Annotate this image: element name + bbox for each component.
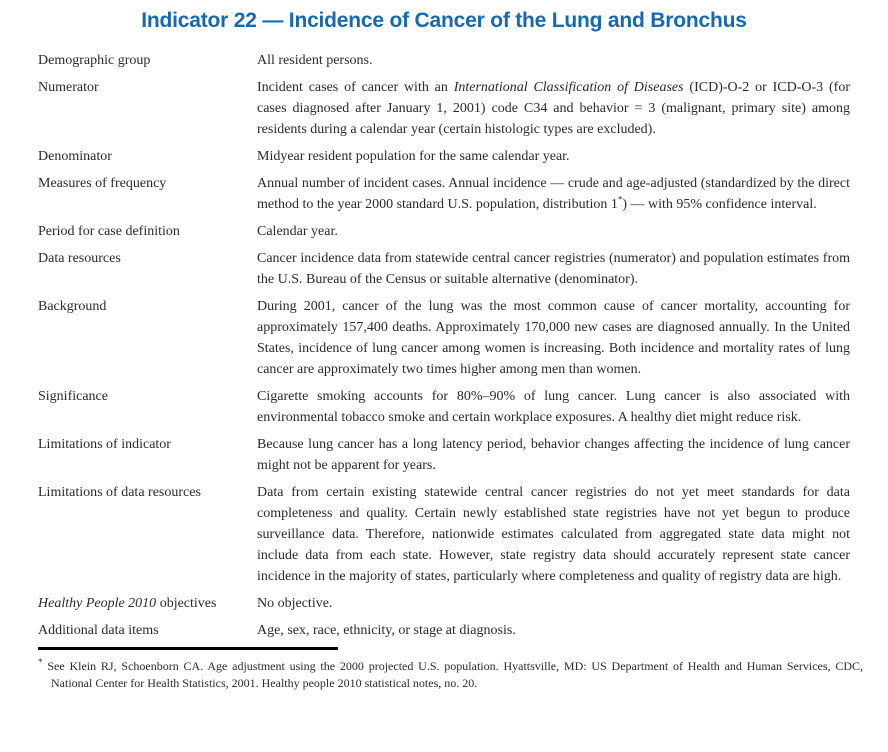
row-value: Cancer incidence data from statewide central cancer registries (numerator) and population estimates from the U.S. Bureau of the Census or suitable alternative (denominator). — [257, 251, 850, 287]
row-value: Incident cases of cancer with an International Classification of Diseases (ICD)-O-2 or ICD-O-3 (for cases diagnosed after January 1, 2001) code C34 and behavior = 3 (malignant, primary site) among residents during a calendar year (certain histologic types are excluded). — [257, 80, 850, 137]
row-value: Calendar year. — [257, 224, 338, 239]
row-label: Denominator — [38, 149, 112, 164]
row-value: Because lung cancer has a long latency period, behavior changes affecting the incidence of lung cancer might not be apparent for years. — [257, 437, 850, 473]
row-limitations-of-indicator — [38, 434, 850, 476]
row-label: Numerator — [38, 80, 99, 95]
footnote-divider — [38, 647, 338, 650]
row-value: Age, sex, race, ethnicity, or stage at diagnosis. — [257, 623, 516, 638]
footnote-text: See Klein RJ, Schoenborn CA. Age adjustment using the 2000 projected U.S. population. Hyattsville, MD: US Department of Health and Human Services, CDC, National Center for Health Statistics, 2001. Healthy people 2010 statistical notes, no. 20. — [47, 659, 863, 690]
row-significance — [38, 386, 850, 428]
definition-list — [38, 50, 850, 641]
row-value: No objective. — [257, 596, 333, 611]
row-value: Cigarette smoking accounts for 80%–90% of lung cancer. Lung cancer is also associated with environmental tobacco smoke and certain workplace exposures. A healthy diet might reduce risk. — [257, 389, 850, 425]
row-label: Background — [38, 299, 107, 314]
row-label: Measures of frequency — [38, 176, 167, 191]
row-label: Period for case definition — [38, 224, 180, 239]
row-data-resources — [38, 248, 850, 290]
row-label: Additional data items — [38, 623, 159, 638]
row-value: Midyear resident population for the same calendar year. — [257, 149, 570, 164]
row-numerator — [38, 77, 850, 140]
row-additional-data-items — [38, 620, 850, 641]
row-value: Data from certain existing statewide central cancer registries do not yet meet standards for data completeness and quality. Certain newly established state registries have not yet begun to produce surveillance data. Therefore, nationwide estimates calculated from aggregated state data might not include data from each state. However, state registry data should accurately represent state cancer incidence in the majority of states, particularly where completeness and quality of registry data are high. — [257, 485, 850, 584]
row-value: All resident persons. — [257, 53, 373, 68]
row-label: Significance — [38, 389, 108, 404]
row-label: Data resources — [38, 251, 121, 266]
footnote-marker: * — [38, 657, 43, 667]
row-healthy-people-2010-objectives — [38, 593, 850, 614]
row-value: Annual number of incident cases. Annual incidence — crude and age-adjusted (standardized by the direct method to the year 2000 standard U.S. population, distribution 1*) — with 95% confidence interval. — [257, 176, 850, 212]
row-background — [38, 296, 850, 380]
row-value: During 2001, cancer of the lung was the most common cause of cancer mortality, accounting for approximately 157,400 deaths. Approximately 170,000 new cases are diagnosed annually. In the United States, incidence of lung cancer among women is increasing. Both incidence and mortality rates of lung cancer are approximately two times higher among men than women. — [257, 299, 850, 377]
page-title: Indicator 22 — Incidence of Cancer of the Lung and Bronchus — [141, 9, 747, 32]
row-denominator — [38, 146, 850, 167]
row-label: Limitations of data resources — [38, 485, 201, 500]
row-label: Healthy People 2010 objectives — [38, 596, 217, 611]
row-period-for-case-definition — [38, 221, 850, 242]
row-limitations-of-data-resources — [38, 482, 850, 587]
row-label: Demographic group — [38, 53, 151, 68]
row-demographic-group — [38, 50, 850, 71]
row-measures-of-frequency — [38, 173, 850, 215]
row-label: Limitations of indicator — [38, 437, 171, 452]
footnote — [38, 654, 863, 692]
